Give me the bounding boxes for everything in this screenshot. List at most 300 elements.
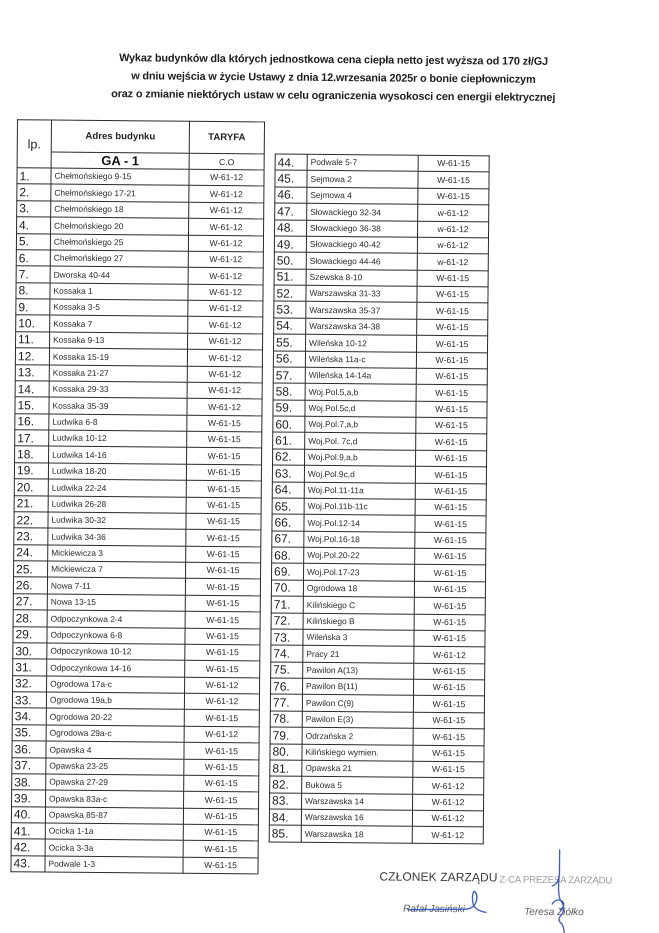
row-number-cell: 26. xyxy=(13,577,47,594)
table-row xyxy=(269,825,483,843)
row-number-cell: 46. xyxy=(275,187,307,204)
tariff-code-cell: W-61-15 xyxy=(186,480,261,497)
tariff-code-cell: W-61-15 xyxy=(417,286,488,303)
building-address-cell: Odpoczynkowa 6-8 xyxy=(47,627,185,645)
tariff-code-cell: W-61-12 xyxy=(185,677,260,694)
tariff-code-cell: W-61-15 xyxy=(186,562,261,579)
table-row xyxy=(274,285,488,303)
table-row xyxy=(275,154,489,172)
tariff-code-cell: W-61-15 xyxy=(418,155,489,172)
building-address-cell: Woj.Pol.7,a,b xyxy=(305,416,416,433)
row-number-cell: 40. xyxy=(11,806,45,823)
tariff-code-cell: W-61-15 xyxy=(416,401,487,418)
building-address-cell: Podwale 1-3 xyxy=(45,856,183,874)
table-header-row xyxy=(17,120,264,154)
tariff-code-cell: W-61-15 xyxy=(413,761,484,778)
row-number-cell: 60. xyxy=(273,416,305,433)
tariff-code-cell: W-61-12 xyxy=(412,794,483,811)
row-number-cell: 75. xyxy=(271,662,303,679)
row-number-cell: 71. xyxy=(271,596,303,613)
tariff-code-cell: W-61-15 xyxy=(414,597,485,614)
table-row xyxy=(271,612,485,630)
tariff-code-cell: W-61-12 xyxy=(187,399,262,416)
tariff-code-cell: w-61-12 xyxy=(417,237,488,254)
building-address-cell: Warszawska 16 xyxy=(301,809,412,826)
row-number-cell: 9. xyxy=(16,299,50,316)
building-address-cell: Chełmońskiego 18 xyxy=(51,201,189,219)
tariff-code-cell: W-61-15 xyxy=(187,448,262,465)
tariff-code-cell: W-61-15 xyxy=(413,728,484,745)
building-address-cell: Warszawska 14 xyxy=(302,793,413,810)
tariff-code-cell: W-61-12 xyxy=(414,646,485,663)
building-address-cell: Warszawska 18 xyxy=(301,826,412,843)
table-row xyxy=(271,580,485,598)
tariff-code-cell: W-61-15 xyxy=(184,775,259,792)
row-number-cell: 18. xyxy=(15,446,49,463)
building-address-cell: Sejmowa 4 xyxy=(307,187,418,204)
row-number-cell: 45. xyxy=(275,170,307,187)
row-number-cell: 83. xyxy=(270,793,302,810)
building-address-cell: Kilińskiego wymien. xyxy=(302,744,413,761)
table-row xyxy=(270,760,484,778)
row-number-cell: 41. xyxy=(11,823,45,840)
building-address-cell: Opawska 4 xyxy=(46,741,184,759)
header-address: Adres budynku xyxy=(51,120,189,153)
building-address-cell: Słowackiego 36-38 xyxy=(307,220,418,237)
tariff-code-cell: W-61-15 xyxy=(414,630,485,647)
tariff-code-cell: W-61-15 xyxy=(186,464,261,481)
building-address-cell: Ludwika 26-28 xyxy=(48,496,186,514)
building-address-cell: Wileńska 10-12 xyxy=(306,334,417,351)
building-address-cell: Woj.Pol.17-23 xyxy=(304,564,415,581)
building-address-cell: Wileńska 11a-c xyxy=(305,351,416,368)
building-address-cell: Ogrodowa 18 xyxy=(303,580,414,597)
building-address-cell: Woj.Pol.12-14 xyxy=(304,515,415,532)
building-address-cell: Słowackiego 40-42 xyxy=(306,236,417,253)
tariff-code-cell: W-61-15 xyxy=(415,548,486,565)
building-address-cell: Kossaka 9-13 xyxy=(50,332,188,350)
tariff-code-cell: W-61-12 xyxy=(187,366,262,383)
row-number-cell: 14. xyxy=(15,381,49,398)
building-address-cell: Ludwika 18-20 xyxy=(48,463,186,481)
building-address-cell: Nowa 7-11 xyxy=(47,577,185,595)
building-address-cell: Ludwika 22-24 xyxy=(48,479,186,497)
tariff-code-cell: W-61-12 xyxy=(187,349,262,366)
building-address-cell: Mickiewicza 3 xyxy=(48,545,186,563)
tariff-code-cell: W-61-15 xyxy=(416,368,487,385)
tariff-code-cell: W-61-15 xyxy=(186,497,261,514)
tariff-code-cell: W-61-12 xyxy=(189,186,264,203)
table-row xyxy=(271,662,485,680)
row-number-cell: 7. xyxy=(16,266,50,283)
row-number-cell: 33. xyxy=(12,692,46,709)
table-row xyxy=(275,187,489,205)
table-row xyxy=(11,855,258,874)
row-number-cell: 28. xyxy=(13,610,47,627)
building-address-cell: Woj.Pol.9c,d xyxy=(304,465,415,482)
building-address-cell: Opawska 27-29 xyxy=(46,774,184,792)
building-address-cell: Ogrodowa 19a,b xyxy=(46,692,184,710)
tariff-code-cell: W-61-12 xyxy=(189,202,264,219)
building-address-cell: Kossaka 7 xyxy=(50,315,188,333)
row-number-cell: 5. xyxy=(16,233,50,250)
tariff-code-cell: W-61-12 xyxy=(413,777,484,794)
tariff-code-cell: W-61-15 xyxy=(416,352,487,369)
signature-right-scribble xyxy=(552,850,565,933)
table-row xyxy=(271,678,485,696)
tariff-code-cell: W-61-15 xyxy=(183,841,258,858)
table-row xyxy=(272,465,486,483)
table-row xyxy=(272,514,486,532)
building-address-cell: Pracy 21 xyxy=(303,646,414,663)
table-row xyxy=(272,531,486,549)
row-number-cell: 31. xyxy=(13,659,47,676)
building-address-cell: Ludwika 6-8 xyxy=(49,414,187,432)
signatory-role-left: CZŁONEK ZARZĄDU xyxy=(379,869,498,885)
building-address-cell: Pawilon C(9) xyxy=(302,695,413,712)
table-row xyxy=(273,383,487,401)
buildings-table-right xyxy=(269,154,490,845)
building-address-cell: Dworska 40-44 xyxy=(50,266,188,284)
table-row xyxy=(273,416,487,434)
tariff-code-cell: W-61-15 xyxy=(186,529,261,546)
building-address-cell: Sejmowa 2 xyxy=(307,171,418,188)
row-number-cell: 74. xyxy=(271,645,303,662)
building-address-cell: Wileńska 3 xyxy=(303,629,414,646)
row-number-cell: 1. xyxy=(17,168,51,185)
tariff-code-cell: W-61-15 xyxy=(417,335,488,352)
tariff-code-cell: W-61-15 xyxy=(414,663,485,680)
building-address-cell: Ludwika 30-32 xyxy=(48,512,186,530)
building-address-cell: Warszawska 31-33 xyxy=(306,285,417,302)
building-address-cell: Słowackiego 44-46 xyxy=(306,253,417,270)
building-address-cell: Chełmońskiego 17-21 xyxy=(51,184,189,202)
row-number-cell: 64. xyxy=(272,481,304,498)
tariff-code-cell: W-61-12 xyxy=(188,317,263,334)
row-number-cell: 12. xyxy=(15,348,49,365)
row-number-cell: 4. xyxy=(17,217,51,234)
tariff-code-cell: W-61-15 xyxy=(417,303,488,320)
tariff-code-cell: W-61-12 xyxy=(189,169,264,186)
tariff-code-cell: W-61-12 xyxy=(188,284,263,301)
building-address-cell: Ludwika 14-16 xyxy=(49,446,187,464)
row-number-cell: 49. xyxy=(274,236,306,253)
table-row xyxy=(269,809,483,827)
building-address-cell: Woj.Pol.9,a,b xyxy=(305,449,416,466)
signatory-stamp-right: Z-CA PREZESA ZARZĄDU xyxy=(499,874,613,887)
tariff-code-cell: W-61-15 xyxy=(418,172,489,189)
row-number-cell: 23. xyxy=(14,528,48,545)
row-number-cell: 2. xyxy=(17,184,51,201)
building-address-cell: Kossaka 29-33 xyxy=(49,381,187,399)
table-row xyxy=(273,351,487,369)
row-number-cell: 85. xyxy=(269,825,301,842)
building-address-cell: Pawilon E(3) xyxy=(302,711,413,728)
table-row xyxy=(274,301,488,319)
building-address-cell: Kossaka 15-19 xyxy=(49,348,187,366)
building-address-cell: Woj.Pol.16-18 xyxy=(304,531,415,548)
tariff-code-cell: W-61-15 xyxy=(185,628,260,645)
tariff-code-cell: W-61-15 xyxy=(416,384,487,401)
row-number-cell: 58. xyxy=(273,383,305,400)
building-address-cell: Odpoczynkowa 2-4 xyxy=(47,610,185,628)
row-number-cell: 79. xyxy=(270,727,302,744)
tariff-code-cell: W-61-15 xyxy=(186,513,261,530)
row-number-cell: 52. xyxy=(274,285,306,302)
row-number-cell: 66. xyxy=(272,514,304,531)
row-number-cell: 61. xyxy=(273,432,305,449)
tariff-code-cell: W-61-12 xyxy=(184,693,259,710)
table-row xyxy=(274,269,488,287)
table-row xyxy=(270,743,484,761)
tariff-code-cell: W-61-15 xyxy=(183,824,258,841)
row-number-cell: 48. xyxy=(275,220,307,237)
table-row xyxy=(273,432,487,450)
row-number-cell: 69. xyxy=(272,563,304,580)
building-address-cell: Woj.Pol. 7c,d xyxy=(305,433,416,450)
row-number-cell: 27. xyxy=(13,593,47,610)
table-row xyxy=(274,252,488,270)
row-number-cell: 6. xyxy=(16,250,50,267)
row-number-cell: 53. xyxy=(274,301,306,318)
tariff-code-cell: W-61-15 xyxy=(187,415,262,432)
tariff-code-cell: W-61-15 xyxy=(185,595,260,612)
building-address-cell: Woj.Pol.11-11a xyxy=(304,482,415,499)
row-number-cell: 56. xyxy=(273,351,305,368)
row-number-cell: 43. xyxy=(11,855,45,872)
building-address-cell: Mickiewicza 7 xyxy=(48,561,186,579)
table-row xyxy=(271,596,485,614)
building-address-cell: Kossaka 35-39 xyxy=(49,397,187,415)
tariff-code-cell: W-61-12 xyxy=(188,333,263,350)
row-number-cell: 67. xyxy=(272,531,304,548)
row-number-cell: 68. xyxy=(272,547,304,564)
tariff-code-cell: W-61-15 xyxy=(415,499,486,516)
building-address-cell: Woj.Pol.20-22 xyxy=(304,547,415,564)
tariff-code-cell: W-61-15 xyxy=(184,710,259,727)
building-address-cell: Opawska 85-87 xyxy=(45,807,183,825)
building-address-cell: Opawska 23-25 xyxy=(46,758,184,776)
row-number-cell: 50. xyxy=(274,252,306,269)
row-number-cell: 21. xyxy=(14,495,48,512)
row-number-cell: 39. xyxy=(12,790,46,807)
tariff-code-cell: W-61-15 xyxy=(185,660,260,677)
row-number-cell: 77. xyxy=(270,694,302,711)
title-line-2: w dniu wejścia w życie Ustawy z dnia 12.wrzesania 2025r o bonie ciepłowniczym xyxy=(131,70,536,86)
tariff-code-cell: W-61-12 xyxy=(188,235,263,252)
tariff-code-cell: W-61-15 xyxy=(185,644,260,661)
row-number-cell: 36. xyxy=(12,741,46,758)
table-row xyxy=(275,203,489,221)
title-line-1: Wykaz budynków dla których jednostkowa cena ciepła netto jest wyższa od 170 zł/GJ xyxy=(119,52,549,68)
row-number-cell: 51. xyxy=(274,269,306,286)
tariff-code-cell: W-61-12 xyxy=(412,827,483,844)
tariff-code-cell: W-61-15 xyxy=(415,483,486,500)
table-row xyxy=(270,694,484,712)
row-number-cell: 8. xyxy=(16,282,50,299)
row-number-cell: 20. xyxy=(14,479,48,496)
row-number-cell: 80. xyxy=(270,743,302,760)
tariff-code-cell: W-61-12 xyxy=(188,251,263,268)
building-address-cell: Ocicka 3-3a xyxy=(45,839,183,857)
row-number-cell: 63. xyxy=(272,465,304,482)
tariff-code-cell: W-61-15 xyxy=(183,808,258,825)
building-address-cell: Chełmońskiego 20 xyxy=(51,217,189,235)
title-line-3: oraz o zmianie niektórych ustaw w celu ograniczenia wysokosci cen energii elektrycznej xyxy=(111,88,556,104)
row-number-cell: 55. xyxy=(274,334,306,351)
row-number-cell: 73. xyxy=(271,629,303,646)
row-number-cell: 42. xyxy=(11,839,45,856)
table-row xyxy=(270,711,484,729)
building-address-cell: Odrzańska 2 xyxy=(302,727,413,744)
tariff-code-cell: W-61-15 xyxy=(414,565,485,582)
row-number-cell: 24. xyxy=(14,544,48,561)
building-address-cell: Chełmońskiego 9-15 xyxy=(51,168,189,186)
building-address-cell: Pawilon B(11) xyxy=(303,678,414,695)
building-address-cell: Woj.Pol.5,a,b xyxy=(305,384,416,401)
tariff-code-cell: W-61-15 xyxy=(186,546,261,563)
tariff-code-cell: W-61-15 xyxy=(184,791,259,808)
tariff-code-cell: w-61-12 xyxy=(417,254,488,271)
buildings-table-left xyxy=(10,119,265,874)
tariff-code-cell: W-61-12 xyxy=(188,268,263,285)
row-number-cell: 32. xyxy=(13,675,47,692)
row-number-cell: 65. xyxy=(272,498,304,515)
building-address-cell: Bukowa 5 xyxy=(302,777,413,794)
table-row xyxy=(272,547,486,565)
tariff-code-cell: w-61-12 xyxy=(418,204,489,221)
row-number-cell: 11. xyxy=(16,332,50,349)
tariff-code-cell: W-61-15 xyxy=(183,857,258,874)
tariff-code-cell: W-61-15 xyxy=(187,431,262,448)
row-number-cell: 82. xyxy=(270,776,302,793)
building-address-cell: Ludwika 10-12 xyxy=(49,430,187,448)
row-number-cell: 37. xyxy=(12,757,46,774)
tariff-code-cell: W-61-15 xyxy=(413,712,484,729)
building-address-cell: Ogrodowa 17a-c xyxy=(47,676,185,694)
table-row xyxy=(275,220,489,238)
tariff-code-cell: W-61-15 xyxy=(184,742,259,759)
group-name: GA - 1 xyxy=(51,152,189,169)
table-row xyxy=(274,236,488,254)
tariff-code-cell: W-61-15 xyxy=(415,466,486,483)
signatory-name-right: Teresa Ziółko xyxy=(524,906,584,919)
row-number-cell: 30. xyxy=(13,643,47,660)
tariff-code-cell: W-61-12 xyxy=(184,726,259,743)
building-address-cell: Odpoczynkowa 10-12 xyxy=(47,643,185,661)
tariff-code-cell: W-61-15 xyxy=(185,579,260,596)
table-row xyxy=(271,645,485,663)
row-number-cell: 38. xyxy=(12,774,46,791)
row-number-cell: 22. xyxy=(14,512,48,529)
tariff-code-cell: W-61-12 xyxy=(189,218,264,235)
row-number-cell: 3. xyxy=(17,201,51,218)
building-address-cell: Szewska 8-10 xyxy=(306,269,417,286)
row-number-cell: 17. xyxy=(15,430,49,447)
tariff-code-cell: W-61-15 xyxy=(185,611,260,628)
building-address-cell: Warszawska 35-37 xyxy=(306,302,417,319)
building-address-cell: Ocicka 1-1a xyxy=(45,823,183,841)
row-number-cell: 47. xyxy=(275,203,307,220)
row-number-cell: 57. xyxy=(273,367,305,384)
tariff-code-cell: W-61-15 xyxy=(414,581,485,598)
table-row xyxy=(273,400,487,418)
row-number-cell: 70. xyxy=(271,580,303,597)
building-address-cell: Kossaka 1 xyxy=(50,283,188,301)
row-number-cell: 13. xyxy=(15,364,49,381)
row-number-cell: 34. xyxy=(12,708,46,725)
building-address-cell: Pawilon A(13) xyxy=(303,662,414,679)
tariff-code-cell: W-61-15 xyxy=(416,417,487,434)
table-row xyxy=(272,498,486,516)
row-number-cell: 44. xyxy=(275,154,307,171)
tariff-code-cell: W-61-15 xyxy=(413,679,484,696)
header-lp: lp. xyxy=(17,120,51,168)
tariff-code-cell: W-61-12 xyxy=(187,382,262,399)
header-tariff: TARYFA xyxy=(189,121,264,154)
building-address-cell: Ogrodowa 20-22 xyxy=(46,708,184,726)
building-address-cell: Warszawska 34-38 xyxy=(306,318,417,335)
building-address-cell: Wileńska 14-14a xyxy=(305,367,416,384)
row-number-cell: 54. xyxy=(274,318,306,335)
building-address-cell: Kilińskiego C xyxy=(303,596,414,613)
row-number-cell: 78. xyxy=(270,711,302,728)
tariff-code-cell: W-61-15 xyxy=(418,188,489,205)
building-address-cell: Ogrodowa 29a-c xyxy=(46,725,184,743)
signatory-name-left: Rafał Jasiński xyxy=(403,903,465,916)
building-address-cell: Nowa 13-15 xyxy=(47,594,185,612)
row-number-cell: 19. xyxy=(14,462,48,479)
table-row xyxy=(270,727,484,745)
row-number-cell: 62. xyxy=(273,449,305,466)
building-address-cell: Kilińskiego B xyxy=(303,613,414,630)
building-address-cell: Woj.Pol.11b-11c xyxy=(304,498,415,515)
row-number-cell: 29. xyxy=(13,626,47,643)
tariff-code-cell: w-61-12 xyxy=(418,221,489,238)
tariff-code-cell: W-61-15 xyxy=(413,745,484,762)
building-address-cell: Słowackiego 32-34 xyxy=(307,203,418,220)
row-number-cell: 84. xyxy=(269,809,301,826)
table-row xyxy=(273,367,487,385)
table-row xyxy=(271,629,485,647)
building-address-cell: Woj.Pol.5c,d xyxy=(305,400,416,417)
tariff-code-cell: W-61-15 xyxy=(417,270,488,287)
document-title xyxy=(3,48,659,108)
tariff-code-cell: W-61-15 xyxy=(416,434,487,451)
table-row xyxy=(274,318,488,336)
building-address-cell: Chełmońskiego 25 xyxy=(50,234,188,252)
tariff-code-cell: W-61-15 xyxy=(413,696,484,713)
building-address-cell: Podwale 5-7 xyxy=(307,154,418,171)
tariff-code-cell: W-61-15 xyxy=(415,515,486,532)
table-row xyxy=(274,334,488,352)
building-address-cell: Chełmońskiego 27 xyxy=(50,250,188,268)
row-number-cell: 59. xyxy=(273,400,305,417)
table-row xyxy=(275,170,489,188)
tariff-code-cell: W-61-15 xyxy=(415,532,486,549)
building-address-cell: Odpoczynkowa 14-16 xyxy=(47,659,185,677)
table-row xyxy=(272,481,486,499)
tariff-code-cell: W-61-15 xyxy=(184,759,259,776)
row-number-cell: 16. xyxy=(15,413,49,430)
row-number-cell: 81. xyxy=(270,760,302,777)
row-number-cell: 72. xyxy=(271,612,303,629)
tariff-code-cell: W-61-12 xyxy=(412,810,483,827)
table-row xyxy=(270,793,484,811)
table-row xyxy=(270,776,484,794)
row-number-cell: 10. xyxy=(16,315,50,332)
building-address-cell: Kossaka 3-5 xyxy=(50,299,188,317)
